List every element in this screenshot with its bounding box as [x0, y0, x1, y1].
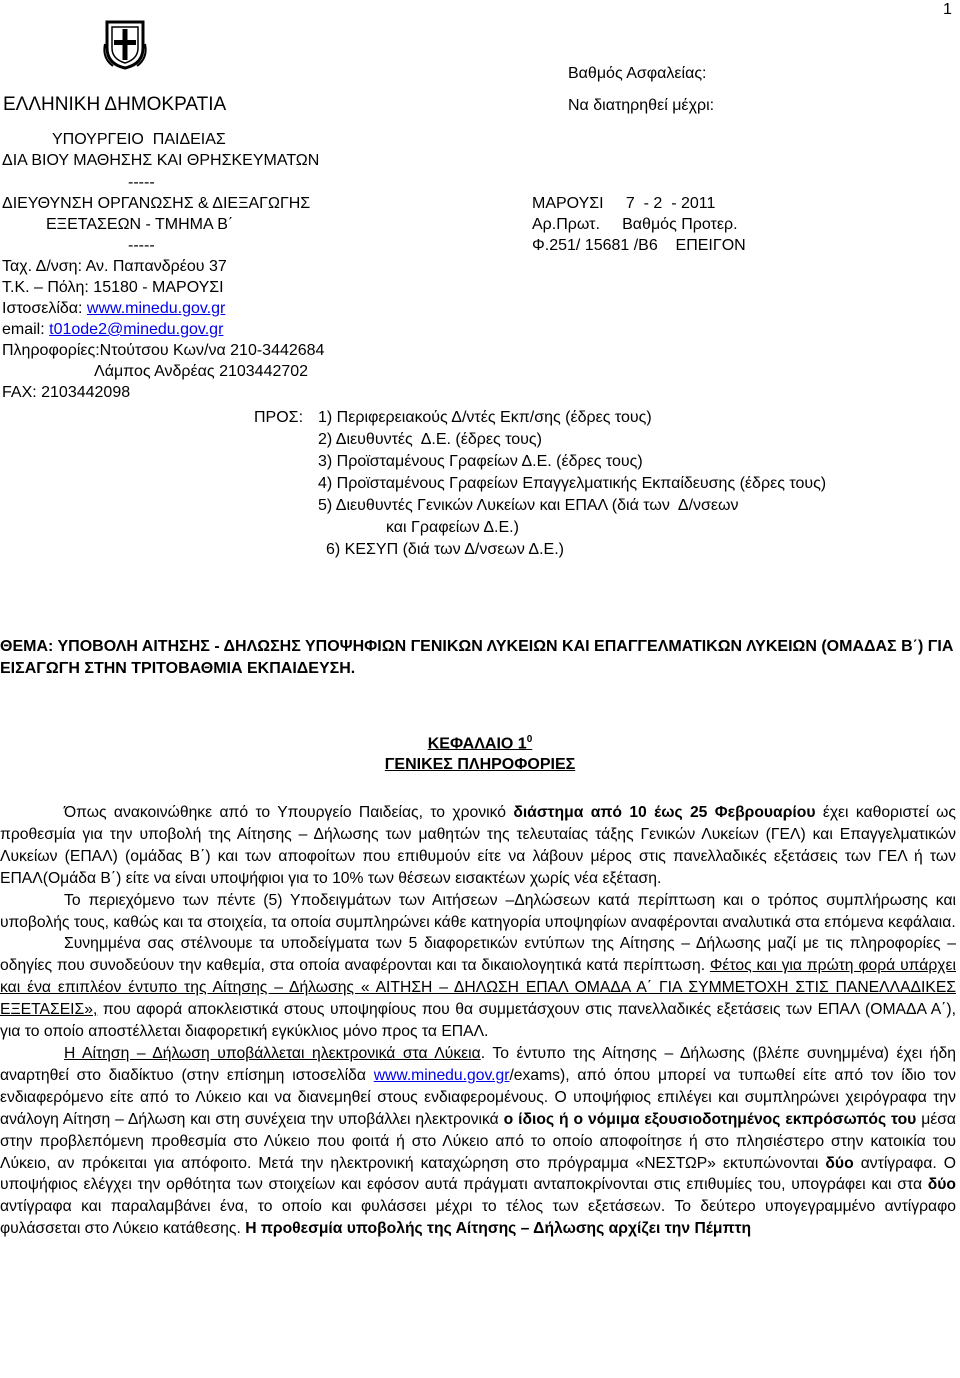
contact-info-1: Πληροφορίες:Ντούτσου Κων/να 210-3442684 [2, 342, 325, 359]
chapter-title-sup: 0 [526, 734, 533, 745]
p3-text-2: που αφορά αποκλειστικά στους υποψηφίους που θα συμμετάσχουν στις πανελλαδικές εξετάσεις των ΕΠΑΛ (ΟΜΑΔΑ Α΄), για το οποίο αποστέλλεται διαφορετική εγκύκλιος μόνο προς τα ΕΠΑΛ. [0, 1001, 956, 1041]
paragraph-3 [0, 933, 956, 1043]
email-line [2, 320, 223, 339]
place-date: ΜΑΡΟΥΣΙ 7 - 2 - 2011 [532, 195, 716, 212]
p4-bold-2: δύο [825, 1154, 854, 1172]
postal-code-city: Τ.Κ. – Πόλη: 15180 - ΜΑΡΟΥΣΙ [2, 279, 224, 296]
greek-emblem-icon [103, 18, 147, 70]
security-grade: Βαθμός Ασφαλείας: [568, 65, 707, 82]
p1-text-2: έχει καθοριστεί ως προθεσμία για την υποβολή της Αίτησης – Δήλωσης των μαθητών της τελευταίας τάξης Γενικών Λυκείων (ΓΕΛ) και Επαγγελματικών Λυκείων (ΕΠΑΛ) (ομάδας Β΄) και των αποφοίτων που επιθυμούν είτε να λάβουν μέρος στις πανελλαδικές εξετάσεις των ΓΕΛ ή των ΕΠΑΛ(Ομάδα Β΄) είτε να είναι υποψήφιοι για το 10% των θέσεων εισακτέων χωρίς νέα εξέταση. [0, 804, 956, 887]
department: ΕΞΕΤΑΣΕΩΝ - ΤΜΗΜΑ Β΄ [46, 216, 234, 233]
p4-website-link[interactable]: www.minedu.gov.gr [373, 1066, 510, 1084]
recipient-6: 6) ΚΕΣΥΠ (διά των Δ/νσεων Δ.Ε.) [326, 541, 564, 558]
website-line [2, 299, 225, 318]
p3-underlined: Φέτος και για πρώτη φορά υπάρχει και ένα επιπλέον έντυπο της Αίτησης – Δήλωσης « ΑΙΤΗΣΗ – ΔΗΛΩΣΗ ΕΠΑΛ ΟΜΑΔΑ Α΄ ΓΙΑ ΣΥΜΜΕΤΟΧΗ ΣΤΙΣ ΠΑΝΕΛΛΑΔΙΚΕΣ ΕΞΕΤΑΣΕΙΣ», [0, 957, 956, 1019]
ministry-line-1: ΥΠΟΥΡΓΕΙΟ ΠΑΙΔΕΙΑΣ [52, 131, 226, 148]
p1-text: Όπως ανακοινώθηκε από το Υπουργείο Παιδείας, το χρονικό [64, 804, 514, 821]
paragraph-2: Το περιεχόμενο των πέντε (5) Υποδειγμάτων των Αιτήσεων –Δηλώσεων κατά περίπτωση και ο τρόπος συμπλήρωσης και υποβολής τους, καθώς και τα στοιχεία, τα οποία συμπληρώνει κάθε κατηγορία υποψηφίων αναφέρονται αναλυτικά στα επόμενα κεφάλαια. [0, 891, 956, 931]
p4-underlined: Η Αίτηση – Δήλωση υποβάλλεται ηλεκτρονικά στα Λύκεια [64, 1044, 481, 1062]
subject: ΘΕΜΑ: ΥΠΟΒΟΛΗ ΑΙΤΗΣΗΣ - ΔΗΛΩΣΗΣ ΥΠΟΨΗΦΙΩΝ ΓΕΝΙΚΩΝ ΛΥΚΕΙΩΝ ΚΑΙ ΕΠΑΓΓΕΛΜΑΤΙΚΩΝ ΛΥΚΕΙΩΝ (ΟΜΑΔΑΣ Β΄) ΓΙΑ ΕΙΣΑΓΩΓΗ ΣΤΗΝ ΤΡΙΤΟΒΑΘΜΙΑ ΕΚΠΑΙΔΕΥΣΗ. [0, 638, 954, 677]
p4-text-5: αντίγραφα και παραλαμβάνει ένα, το οποίο και φυλάσσει μέχρι το τέλος των εξετάσεων. Το δεύτερο υπογεγραμμένο αντίγραφο φυλάσσεται στο Λύκειο κατάθεσης. [0, 1198, 956, 1238]
p4-text-2: /exams), από όπου μπορεί να τυπωθεί είτε από τον ίδιο τον ενδιαφερόμενο είτε από το Λύκειο και να διανεμηθεί στους ενδιαφερομένους. Ο υποψήφιος επιλέγει και συμπληρώνει χειρόγραφα την ανάλογη Αίτηση – Δήλωση και στη συνέχεια την υποβάλλει ηλεκτρονικά [0, 1066, 956, 1128]
separator-1: ----- [128, 174, 155, 191]
p4-text: . Το έντυπο της Αίτησης – Δήλωσης (βλέπε συνημμένα) έχει ήδη αναρτηθεί στο διαδίκτυο (στην επίσημη ιστοσελίδα [0, 1044, 956, 1084]
chapter-subtitle: ΓΕΝΙΚΕΣ ΠΛΗΡΟΦΟΡΙΕΣ [384, 756, 576, 773]
recipient-3: 3) Προϊσταμένους Γραφείων Δ.Ε. (έδρες τους) [318, 453, 643, 470]
p1-bold: διάστημα από 10 έως 25 Φεβρουαρίου [513, 804, 816, 821]
directorate: ΔΙΕΥΘΥΝΣΗ ΟΡΓΑΝΩΣΗΣ & ΔΙΕΞΑΓΩΓΗΣ [2, 195, 311, 212]
chapter-title [0, 734, 960, 753]
contact-info-2: Λάμπος Ανδρέας 2103442702 [94, 363, 309, 380]
email-link[interactable]: t01ode2@minedu.gov.gr [49, 321, 224, 338]
p4-text-4: αντίγραφα. Ο υποψήφιος ελέγχει την ορθότητα των στοιχείων και εφόσον αυτά πράγματι ανταποκρίνονται στις επιθυμίες του, υπογράφει και στα [0, 1154, 956, 1194]
p4-bold-3: δύο [927, 1176, 956, 1194]
recipient-5-cont: και Γραφείων Δ.Ε.) [386, 519, 519, 536]
recipient-2: 2) Διευθυντές Δ.Ε. (έδρες τους) [318, 431, 542, 448]
p3-text: Συνημμένα σας στέλνουμε τα υποδείγματα των 5 διαφορετικών εντύπων της Αίτησης – Δήλωσης μαζί με τις πληροφορίες – οδηγίες που συνοδεύουν την καθεμία, στα οποία αναφέρονται και τα δικαιολογητικά κατά περίπτωση. [0, 935, 956, 975]
fax-number: FAX: 2103442098 [2, 384, 131, 401]
email-label: email: [2, 321, 50, 338]
ministry-line-2: ΔΙΑ ΒΙΟΥ ΜΑΘΗΣΗΣ ΚΑΙ ΘΡΗΣΚΕΥΜΑΤΩΝ [2, 152, 320, 169]
paragraph-4 [0, 1043, 956, 1240]
recipients-label: ΠΡΟΣ: [254, 409, 304, 426]
paragraph-1 [0, 802, 956, 890]
website-link[interactable]: www.minedu.gov.gr [86, 300, 226, 317]
protocol-number: Αρ.Πρωτ. Βαθμός Προτερ. [532, 216, 738, 233]
recipient-1: 1) Περιφερειακούς Δ/ντές Εκπ/σης (έδρες τους) [318, 409, 652, 426]
postal-address: Ταχ. Δ/νση: Αν. Παπανδρέου 37 [2, 258, 227, 275]
p4-bold-4: Η προθεσμία υποβολής της Αίτησης – Δήλωσης αρχίζει την Πέμπτη [245, 1220, 752, 1238]
reference-number: Φ.251/ 15681 /Β6 ΕΠΕΙΓΟΝ [532, 237, 746, 254]
p4-bold-1: ο ίδιος ή ο νόμιμα εξουσιοδοτημένος εκπρόσωπός του [503, 1110, 917, 1128]
page-number: 1 [943, 1, 952, 18]
separator-2: ----- [128, 237, 155, 254]
website-label: Ιστοσελίδα: [2, 300, 87, 317]
p4-text-3: μέσα στην προβλεπόμενη προθεσμία στο Λύκειο που φοιτά ή στο Λύκειο από το οποίο αποφοίτησε ή στο πλησιέστερο στην κατοικία του Λύκειο, αν πρόκειται για απόφοιτο. Μετά την ηλεκτρονική καταχώρηση στο πρόγραμμα «ΝΕΣΤΩΡ» εκτυπώνονται [0, 1110, 957, 1172]
state-name: ΕΛΛΗΝΙΚΗ ΔΗΜΟΚΡΑΤΙΑ [3, 94, 227, 115]
recipient-4: 4) Προϊσταμένους Γραφείων Επαγγελματικής Εκπαίδευσης (έδρες τους) [318, 475, 827, 492]
body-text [0, 802, 956, 1240]
retention-label: Να διατηρηθεί μέχρι: [568, 97, 715, 114]
recipient-5: 5) Διευθυντές Γενικών Λυκείων και ΕΠΑΛ (διά των Δ/νσεων [318, 497, 739, 514]
chapter-title-text: ΚΕΦΑΛΑΙΟ 1 [427, 735, 527, 753]
